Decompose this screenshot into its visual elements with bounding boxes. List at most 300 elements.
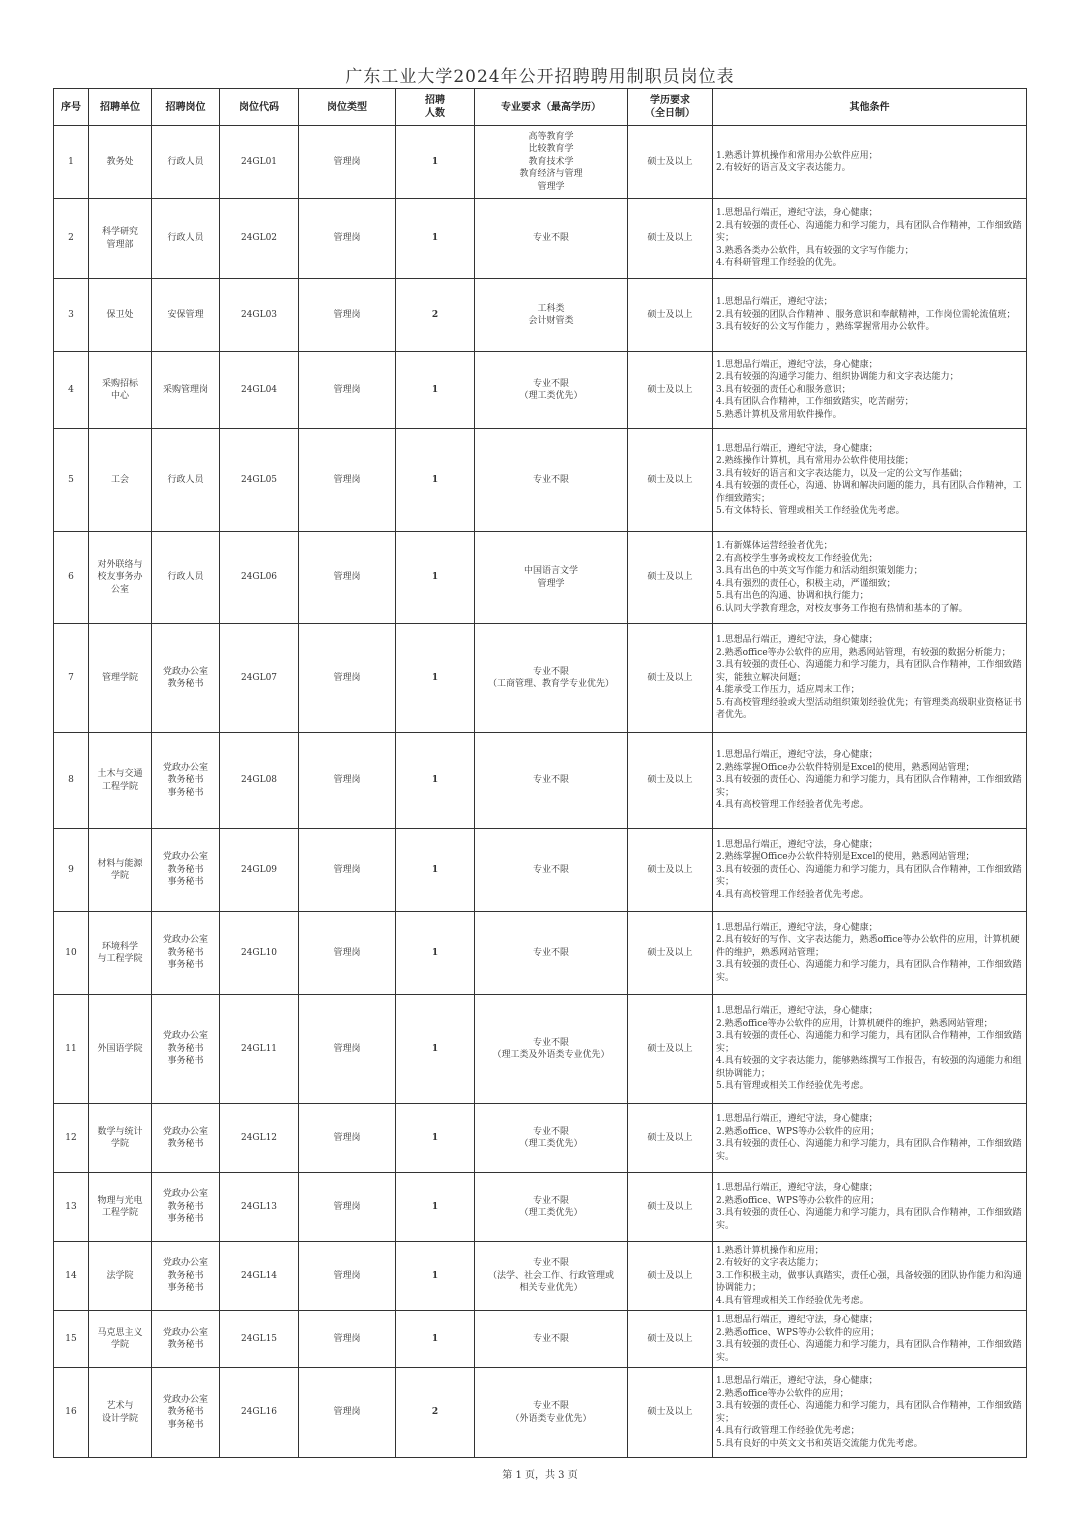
row-count: 1: [396, 1104, 475, 1173]
row-other-line: 1.思想品行端正，遵纪守法，身心健康；: [716, 839, 878, 850]
row-count: 1: [396, 126, 475, 199]
row-other-line: 3.具有较强的责任心、沟通能力和学习能力，具有团队合作精神，工作细致踏实。: [716, 1139, 1022, 1162]
row-type: 管理岗: [299, 199, 396, 279]
row-major: [475, 352, 628, 429]
row-post: [152, 1173, 220, 1242]
row-other-line: 1.思想品行端正，遵纪守法，身心健康；: [716, 750, 878, 761]
row-major: [475, 995, 628, 1104]
row-seq: 1: [54, 126, 89, 199]
row-seq: 12: [54, 1104, 89, 1173]
row-post-line: 事务秘书: [167, 1283, 204, 1294]
row-other-line: 5.有文体特长、管理或相关工作经验优先考虑。: [716, 506, 905, 516]
row-unit: [89, 1104, 152, 1173]
row-type: 管理岗: [299, 429, 396, 532]
table-body: [54, 126, 1027, 1458]
row-major-line: 专业不限: [532, 1126, 569, 1137]
row-unit-line: 设计学院: [101, 1413, 138, 1424]
table-row: [54, 995, 1027, 1104]
row-unit-line: 与工程学院: [97, 954, 143, 964]
row-seq: 3: [54, 279, 89, 352]
row-edu: 硕士及以上: [628, 912, 713, 995]
row-unit: [89, 995, 152, 1104]
row-other-line: 3.具有较好的公文写作能力 ，熟练掌握常用办公软件。: [716, 322, 935, 333]
row-major: [475, 733, 628, 829]
row-post-line: 行政人员: [167, 572, 204, 583]
row-other-line: 3.具有较强的责任心和服务意识；: [716, 384, 851, 395]
row-type: 管理岗: [299, 624, 396, 733]
page-title: 广东工业大学2024年公开招聘聘用制职员岗位表: [345, 67, 735, 87]
row-edu: 硕士及以上: [628, 829, 713, 912]
row-unit-line: 工程学院: [101, 1208, 138, 1218]
row-seq: 7: [54, 624, 89, 733]
row-other: [713, 912, 1027, 995]
row-major: [475, 1173, 628, 1242]
row-code: 24GL01: [220, 126, 299, 199]
row-major-line: 专业不限: [532, 864, 569, 875]
row-other-line: 4.具有高校管理工作经验者优先考虑。: [716, 889, 869, 900]
row-major: [475, 532, 628, 624]
row-edu: 硕士及以上: [628, 279, 713, 352]
row-type: 管理岗: [299, 1173, 396, 1242]
row-other-line: 4.具有较强的文字表达能力，能够熟练撰写工作报告，有较强的沟通能力和组织协调能力；: [716, 1056, 1022, 1079]
row-post: [152, 279, 220, 352]
row-other: [713, 1242, 1027, 1311]
row-count: 1: [396, 1242, 475, 1311]
table-row: [54, 733, 1027, 829]
row-unit: [89, 624, 152, 733]
row-post: [152, 1368, 220, 1458]
row-seq: 4: [54, 352, 89, 429]
row-post-line: 事务秘书: [167, 787, 204, 798]
table-row: [54, 624, 1027, 733]
row-other-line: 1.思想品行端正，遵纪守法，身心健康；: [716, 359, 878, 370]
row-major-line: 专业不限: [532, 1333, 569, 1344]
table-row: [54, 1173, 1027, 1242]
row-major-line: 专业不限: [532, 378, 569, 389]
header-seq: 序号: [54, 89, 89, 126]
row-major-line: 会计财管类: [528, 316, 574, 326]
row-post: [152, 429, 220, 532]
header-count-line: 招聘: [425, 95, 445, 106]
row-edu: 硕士及以上: [628, 1368, 713, 1458]
row-unit: [89, 1311, 152, 1368]
row-count: 1: [396, 1173, 475, 1242]
row-post-line: 教务秘书: [167, 1139, 204, 1149]
row-major-line: 管理学: [537, 181, 565, 192]
row-major: [475, 126, 628, 199]
row-edu: 硕士及以上: [628, 1104, 713, 1173]
row-major-line: 高等教育学: [528, 131, 574, 142]
row-count: 1: [396, 532, 475, 624]
row-other-line: 4.具有团队合作精神，工作细致踏实，吃苦耐劳；: [716, 397, 914, 408]
table-row: [54, 1311, 1027, 1368]
row-unit: [89, 733, 152, 829]
row-post-line: 事务秘书: [167, 960, 204, 971]
row-unit-line: 数学与统计: [97, 1126, 143, 1137]
row-major-line: 教育技术学: [528, 156, 574, 167]
row-post: [152, 733, 220, 829]
row-other-line: 3.具有较强的责任心、沟通能力和学习能力，具有团队合作精神，工作细致踏实；: [716, 1031, 1022, 1054]
row-code: 24GL13: [220, 1173, 299, 1242]
row-major-line: （理工类优先）: [519, 391, 583, 401]
row-major-line: （理工类及外语类专业优先）: [492, 1050, 610, 1060]
row-other-line: 3.具有较强的责任心、沟通能力和学习能力，具有团队合作精神，工作细致踏实；: [716, 775, 1022, 798]
page-footer: 第 1 页，共 3 页: [502, 1470, 578, 1481]
row-count: 1: [396, 624, 475, 733]
row-other-line: 1.有新媒体运营经验者优先；: [716, 541, 833, 551]
row-unit: [89, 429, 152, 532]
row-edu: 硕士及以上: [628, 532, 713, 624]
row-other: [713, 429, 1027, 532]
row-code: 24GL14: [220, 1242, 299, 1311]
row-other-line: 5.熟悉计算机及常用软件操作。: [716, 409, 842, 420]
row-seq: 9: [54, 829, 89, 912]
row-other-line: 1.思想品行端正，遵纪守法；: [716, 297, 833, 308]
row-seq: 14: [54, 1242, 89, 1311]
row-other-line: 2.有较好的文字表达能力；: [716, 1258, 824, 1269]
row-major-line: 专业不限: [532, 775, 569, 786]
header-type: 岗位类型: [299, 89, 396, 126]
row-unit: [89, 912, 152, 995]
header-code: 岗位代码: [220, 89, 299, 126]
row-unit: [89, 1368, 152, 1458]
row-other-line: 2.熟悉office等办公软件的应用；: [716, 1388, 849, 1399]
row-type: 管理岗: [299, 1311, 396, 1368]
row-post-line: 党政办公室: [162, 1031, 208, 1042]
row-post-line: 事务秘书: [167, 1419, 204, 1430]
row-unit-line: 公室: [110, 584, 129, 595]
row-unit-line: 学院: [110, 1139, 129, 1149]
row-other-line: 1.思想品行端正，遵纪守法，身心健康；: [716, 1376, 878, 1386]
row-major-line: （工商管理、教育学专业优先）: [487, 679, 614, 689]
table-row: [54, 532, 1027, 624]
row-code: 24GL03: [220, 279, 299, 352]
row-other-line: 1.思想品行端正，遵纪守法，身心健康；: [716, 1006, 878, 1017]
row-other-line: 1.熟悉计算机操作和应用；: [716, 1245, 824, 1256]
row-major-line: 专业不限: [532, 1401, 569, 1411]
row-edu: 硕士及以上: [628, 199, 713, 279]
row-type: 管理岗: [299, 1368, 396, 1458]
row-type: 管理岗: [299, 1104, 396, 1173]
row-unit-line: 管理部: [106, 239, 134, 250]
row-unit: [89, 829, 152, 912]
row-post-line: 教务秘书: [167, 775, 204, 786]
row-other: [713, 1173, 1027, 1242]
table-row: [54, 199, 1027, 279]
row-post-line: 党政办公室: [162, 1394, 208, 1405]
row-other-line: 5.具有管理或相关工作经验优先考虑。: [716, 1081, 869, 1092]
header-major: 专业要求（最高学历）: [475, 89, 628, 126]
row-major-line: 比较教育学: [528, 144, 574, 155]
row-other: [713, 532, 1027, 624]
row-unit-line: 工会: [110, 474, 129, 485]
row-other-line: 2.具有较好的写作、文字表达能力，熟悉office等办公软件的应用，计算机硬件的维护，熟悉网站管理；: [716, 935, 1020, 958]
row-major-line: 专业不限: [532, 1037, 569, 1048]
row-code: 24GL10: [220, 912, 299, 995]
row-other-line: 2.熟练操作计算机，具有常用办公软件使用技能；: [716, 456, 914, 466]
header-edu-line: （全日制）: [645, 108, 695, 119]
row-other: [713, 126, 1027, 199]
row-count: 2: [396, 1368, 475, 1458]
row-major: [475, 199, 628, 279]
row-other-line: 2.具有较强的沟通学习能力、组织协调能力和文字表达能力；: [716, 372, 959, 383]
row-other-line: 1.熟悉计算机操作和常用办公软件应用；: [716, 150, 878, 161]
row-unit-line: 物理与光电: [97, 1195, 143, 1206]
header-count-line: 人数: [425, 108, 445, 119]
row-unit-line: 学院: [110, 1340, 129, 1350]
row-post: [152, 829, 220, 912]
row-other: [713, 829, 1027, 912]
row-unit-line: 采购招标: [101, 378, 138, 389]
row-other-line: 4.具有高校管理工作经验者优先考虑。: [716, 800, 869, 811]
row-code: 24GL11: [220, 995, 299, 1104]
row-other: [713, 199, 1027, 279]
row-code: 24GL07: [220, 624, 299, 733]
row-other: [713, 279, 1027, 352]
row-post: [152, 1242, 220, 1311]
row-other-line: 3.熟悉各类办公软件，具有较强的文字写作能力；: [716, 245, 914, 256]
table-row: [54, 352, 1027, 429]
row-code: 24GL15: [220, 1311, 299, 1368]
row-other-line: 5.具有良好的中英文文书和英语交流能力优先考虑。: [716, 1438, 923, 1449]
row-post-line: 教务秘书: [167, 1043, 204, 1054]
row-post-line: 党政办公室: [162, 935, 208, 946]
row-count: 1: [396, 199, 475, 279]
row-count: 1: [396, 829, 475, 912]
row-other-line: 2.具有较强的责任心、沟通能力和学习能力，具有团队合作精神，工作细致踏实；: [716, 220, 1022, 244]
row-major-line: 专业不限: [532, 1195, 569, 1206]
row-other: [713, 352, 1027, 429]
row-unit-line: 法学院: [106, 1270, 134, 1281]
row-unit: [89, 352, 152, 429]
row-other-line: 3.具有较强的责任心、沟通能力和学习能力，具有团队合作精神，工作细致踏实。: [716, 1340, 1022, 1363]
row-code: 24GL16: [220, 1368, 299, 1458]
row-count: 1: [396, 1311, 475, 1368]
row-post-line: 教务秘书: [167, 1201, 204, 1212]
row-other-line: 2.熟悉office、WPS等办公软件的应用；: [716, 1126, 880, 1137]
row-other-line: 2.有高校学生事务或校友工作经验优先；: [716, 553, 878, 564]
row-seq: 2: [54, 199, 89, 279]
row-post-line: 教务秘书: [167, 1407, 204, 1418]
row-other-line: 2.有较好的语言及文字表达能力。: [716, 163, 851, 173]
header-edu: [628, 89, 713, 126]
row-type: 管理岗: [299, 126, 396, 199]
row-unit: [89, 279, 152, 352]
row-post-line: 事务秘书: [167, 877, 204, 888]
table-row: [54, 279, 1027, 352]
row-code: 24GL04: [220, 352, 299, 429]
row-code: 24GL05: [220, 429, 299, 532]
row-major-line: 管理学: [537, 578, 565, 589]
row-unit-line: 环境科学: [101, 941, 138, 952]
row-post: [152, 1104, 220, 1173]
row-major: [475, 912, 628, 995]
row-major: [475, 1242, 628, 1311]
table-row: [54, 1104, 1027, 1173]
row-major-line: 专业不限: [532, 947, 569, 958]
row-unit-line: 教务处: [106, 156, 134, 167]
row-unit-line: 保卫处: [106, 309, 134, 320]
row-major: [475, 279, 628, 352]
row-post: [152, 912, 220, 995]
row-post: [152, 126, 220, 199]
row-major-line: （理工类优先）: [519, 1208, 583, 1218]
row-major-line: （法学、社会工作、行政管理或: [487, 1270, 614, 1281]
row-post-line: 党政办公室: [162, 1126, 208, 1137]
row-other-line: 4.具有管理或相关工作经验优先考虑。: [716, 1295, 869, 1306]
row-post: [152, 532, 220, 624]
row-post-line: 党政办公室: [162, 852, 208, 863]
row-other-line: 1.思想品行端正，遵纪守法，身心健康；: [716, 1114, 878, 1124]
row-major-line: 专业不限: [532, 666, 569, 677]
row-other-line: 2.具有较强的团队合作精神 、服务意识和奉献精神，工作岗位需轮流值班；: [716, 309, 1016, 320]
row-unit-line: 材料与能源: [97, 858, 143, 869]
row-major-line: 专业不限: [532, 1258, 569, 1269]
row-major: [475, 1104, 628, 1173]
row-other-line: 3.具有较好的语言和文字表达能力，以及一定的公文写作基础；: [716, 468, 968, 479]
row-type: 管理岗: [299, 279, 396, 352]
row-type: 管理岗: [299, 995, 396, 1104]
row-other-line: 1.思想品行端正，遵纪守法，身心健康；: [716, 208, 878, 219]
row-other: [713, 1368, 1027, 1458]
row-count: 2: [396, 279, 475, 352]
row-major-line: 专业不限: [532, 233, 569, 244]
row-edu: 硕士及以上: [628, 429, 713, 532]
header-post: 招聘岗位: [152, 89, 220, 126]
row-other-line: 1.思想品行端正，遵纪守法，身心健康；: [716, 1183, 878, 1193]
row-seq: 10: [54, 912, 89, 995]
row-other-line: 4.能承受工作压力，适应周末工作；: [716, 685, 860, 696]
header-row: [54, 89, 1027, 126]
row-major: [475, 1311, 628, 1368]
table-row: [54, 429, 1027, 532]
header-edu-line: 学历要求: [650, 95, 690, 106]
row-major-line: 教育经济与管理: [519, 169, 583, 180]
row-unit: [89, 126, 152, 199]
row-code: 24GL12: [220, 1104, 299, 1173]
row-unit-line: 中心: [110, 391, 129, 401]
row-unit-line: 科学研究: [101, 227, 138, 237]
row-post-line: 行政人员: [167, 156, 204, 167]
row-type: 管理岗: [299, 1242, 396, 1311]
row-edu: 硕士及以上: [628, 1311, 713, 1368]
row-type: 管理岗: [299, 829, 396, 912]
row-other-line: 3.具有较强的责任心、沟通能力和学习能力，具有团队合作精神，工作细致踏实。: [716, 960, 1022, 983]
row-other-line: 3.具有较强的责任心、沟通能力和学习能力，具有团队合作精神，工作细致踏实，能独立解决问题；: [716, 660, 1022, 683]
row-major-line: 专业不限: [532, 474, 569, 485]
table-row: [54, 912, 1027, 995]
row-seq: 11: [54, 995, 89, 1104]
row-post-line: 党政办公室: [162, 666, 208, 677]
header-count: [396, 89, 475, 126]
row-unit-line: 工程学院: [101, 781, 138, 792]
row-other-line: 2.熟练掌握Office办公软件特别是Excel的使用，熟悉网站管理；: [716, 762, 975, 773]
row-other-line: 3.具有较强的责任心、沟通能力和学习能力，具有团队合作精神，工作细致踏实；: [716, 864, 1022, 888]
row-type: 管理岗: [299, 912, 396, 995]
row-major-line: （理工类优先）: [519, 1139, 583, 1149]
row-count: 1: [396, 995, 475, 1104]
row-post-line: 事务秘书: [167, 1056, 204, 1067]
row-other-line: 4.有科研管理工作经验的优先。: [716, 258, 842, 269]
header-other: 其他条件: [713, 89, 1027, 126]
row-edu: 硕士及以上: [628, 624, 713, 733]
row-post: [152, 352, 220, 429]
row-post-line: 事务秘书: [167, 1214, 204, 1225]
row-seq: 5: [54, 429, 89, 532]
row-post-line: 行政人员: [167, 474, 204, 485]
row-unit-line: 土木与交通: [97, 769, 143, 779]
row-seq: 8: [54, 733, 89, 829]
row-other-line: 4.具有较强的责任心，沟通、协调和解决问题的能力，具有团队合作精神，工作细致踏实；: [716, 481, 1022, 504]
row-unit-line: 管理学院: [101, 672, 138, 683]
row-unit-line: 艺术与: [106, 1401, 134, 1411]
table-row: [54, 1242, 1027, 1311]
row-post-line: 党政办公室: [162, 762, 208, 773]
row-code: 24GL02: [220, 199, 299, 279]
row-other-line: 5.具有出色的沟通、协调和执行能力；: [716, 591, 869, 601]
row-unit-line: 校友事务办: [97, 572, 143, 583]
row-edu: 硕士及以上: [628, 1242, 713, 1311]
header-unit: 招聘单位: [89, 89, 152, 126]
row-other-line: 3.工作积极主动，做事认真踏实，责任心强，具备较强的团队协作能力和沟通协调能力；: [716, 1270, 1022, 1294]
row-other: [713, 733, 1027, 829]
row-count: 1: [396, 429, 475, 532]
row-edu: 硕士及以上: [628, 1173, 713, 1242]
row-other: [713, 1104, 1027, 1173]
row-type: 管理岗: [299, 532, 396, 624]
row-edu: 硕士及以上: [628, 352, 713, 429]
row-edu: 硕士及以上: [628, 126, 713, 199]
row-post: [152, 624, 220, 733]
row-unit: [89, 1173, 152, 1242]
row-other-line: 1.思想品行端正，遵纪守法，身心健康；: [716, 1315, 878, 1325]
row-count: 1: [396, 352, 475, 429]
table-row: [54, 126, 1027, 199]
row-major-line: （外语类专业优先）: [510, 1413, 592, 1424]
positions-table: [53, 88, 1027, 1458]
row-seq: 13: [54, 1173, 89, 1242]
row-post-line: 党政办公室: [162, 1327, 208, 1338]
row-code: 24GL06: [220, 532, 299, 624]
row-count: 1: [396, 912, 475, 995]
row-unit: [89, 532, 152, 624]
row-unit-line: 马克思主义: [97, 1327, 143, 1338]
row-count: 1: [396, 733, 475, 829]
row-other-line: 2.熟悉office等办公软件的应用，熟悉网站管理，有较强的数据分析能力；: [716, 647, 1011, 658]
table-row: [54, 829, 1027, 912]
row-post-line: 教务秘书: [167, 1270, 204, 1281]
row-major-line: 相关专业优先）: [519, 1283, 583, 1294]
row-unit: [89, 199, 152, 279]
row-unit-line: 对外联络与: [97, 559, 143, 570]
row-other-line: 6.认同大学教育理念，对校友事务工作抱有热情和基本的了解。: [716, 603, 968, 614]
row-type: 管理岗: [299, 352, 396, 429]
row-code: 24GL09: [220, 829, 299, 912]
row-post: [152, 1311, 220, 1368]
row-major: [475, 829, 628, 912]
row-other-line: 3.具有出色的中英文写作能力和活动组织策划能力；: [716, 566, 923, 576]
row-seq: 6: [54, 532, 89, 624]
row-seq: 16: [54, 1368, 89, 1458]
row-post: [152, 995, 220, 1104]
row-other-line: 1.思想品行端正，遵纪守法，身心健康；: [716, 443, 878, 454]
row-major: [475, 429, 628, 532]
row-type: 管理岗: [299, 733, 396, 829]
row-other-line: 1.思想品行端正，遵纪守法，身心健康；: [716, 922, 878, 933]
row-seq: 15: [54, 1311, 89, 1368]
row-major: [475, 1368, 628, 1458]
row-other-line: 3.具有较强的责任心、沟通能力和学习能力，具有团队合作精神，工作细致踏实；: [716, 1401, 1022, 1424]
